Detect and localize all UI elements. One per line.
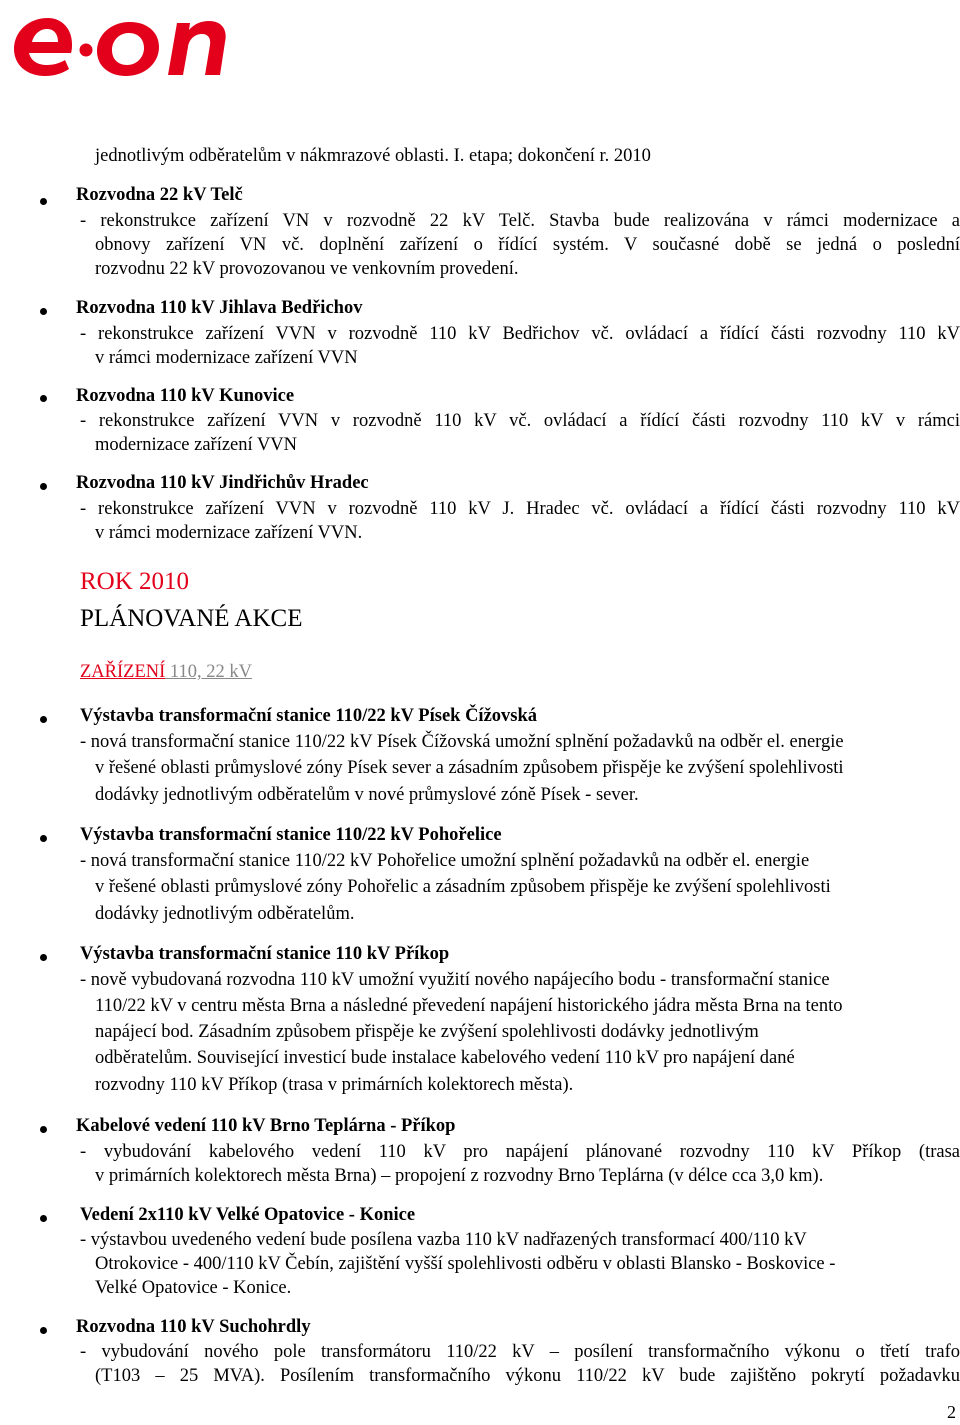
planned-title-prikop: Výstavba transformační stanice 110 kV Příkop bbox=[80, 944, 450, 964]
item-line: - nová transformační stanice 110/22 kV Pohořelice umožní splnění požadavků na odběr el. energie bbox=[80, 851, 810, 871]
item-line: - vybudování kabelového vedení 110 kV pro napájení plánované rozvodny 110 kV Příkop (trasa bbox=[80, 1142, 960, 1162]
section-year: ROK 2010 bbox=[80, 568, 190, 595]
bullet-icon bbox=[40, 483, 47, 490]
subheading-red: ZAŘÍZENÍ bbox=[80, 662, 166, 682]
item-line: modernizace zařízení VVN bbox=[95, 435, 298, 455]
item-line: Velké Opatovice - Konice. bbox=[95, 1278, 292, 1298]
planned-title-opatovice: Vedení 2x110 kV Velké Opatovice - Konice bbox=[80, 1205, 416, 1225]
item-line: v primárních kolektorech města Brna) – propojení z rozvodny Brno Teplárna (v délce cca 3,0 km). bbox=[95, 1166, 824, 1186]
subheading-rest: 110, 22 kV bbox=[165, 662, 252, 682]
item-title-jihlava: Rozvodna 110 kV Jihlava Bedřichov bbox=[76, 298, 363, 318]
item-line: - nově vybudovaná rozvodna 110 kV umožní využití nového napájecího bodu - transformační stanice bbox=[80, 970, 830, 990]
bullet-icon bbox=[40, 835, 47, 842]
page-number: 2 bbox=[947, 1402, 956, 1422]
item-line: Otrokovice - 400/110 kV Čebín, zajištění vyšší spolehlivosti odběru v oblasti Blansko - Boskovice - bbox=[95, 1254, 836, 1274]
item-line: obnovy zařízení VN vč. doplnění zařízení o řídící systém. V současné době se jedná o poslední bbox=[95, 235, 960, 255]
bullet-icon bbox=[40, 716, 47, 723]
item-line: - rekonstrukce zařízení VN v rozvodně 22 kV Telč. Stavba bude realizována v rámci modernizace a bbox=[80, 211, 960, 231]
eon-logo bbox=[8, 0, 226, 80]
bullet-icon bbox=[40, 198, 47, 205]
item-line: rozvodny 110 kV Příkop (trasa v primárních kolektorech města). bbox=[95, 1075, 574, 1095]
item-line: v rámci modernizace zařízení VVN. bbox=[95, 523, 363, 543]
item-line: - nová transformační stanice 110/22 kV Písek Čížovská umožní splnění požadavků na odběr el. energie bbox=[80, 732, 844, 752]
planned-title-pohorelice: Výstavba transformační stanice 110/22 kV Pohořelice bbox=[80, 825, 502, 845]
item-line: v řešené oblasti průmyslové zóny Pohořelic a zásadním způsobem přispěje ke zvýšení spolehlivosti bbox=[95, 877, 831, 897]
item-line: - vybudování nového pole transformátoru 110/22 kV – posílení transformačního výkonu o třetí trafo bbox=[80, 1342, 960, 1362]
bullet-icon bbox=[40, 308, 47, 315]
bullet-icon bbox=[40, 954, 47, 961]
intro-line: jednotlivým odběratelům v nákmrazové oblasti. I. etapa; dokončení r. 2010 bbox=[95, 146, 651, 166]
item-line: - výstavbou uvedeného vedení bude posílena vazba 110 kV nadřazených transformací 400/110 kV bbox=[80, 1230, 807, 1250]
item-title-jhradec: Rozvodna 110 kV Jindřichův Hradec bbox=[76, 473, 369, 493]
item-line: - rekonstrukce zařízení VVN v rozvodně 110 kV vč. ovládací a řídící části rozvodny 110 kV v rámci bbox=[80, 411, 960, 431]
section-subheading bbox=[80, 660, 252, 684]
bullet-icon bbox=[40, 1215, 47, 1222]
item-title-kunovice: Rozvodna 110 kV Kunovice bbox=[76, 386, 295, 406]
planned-title-pisek: Výstavba transformační stanice 110/22 kV Písek Čížovská bbox=[80, 706, 538, 726]
item-line: rozvodnu 22 kV provozovanou ve venkovním provedení. bbox=[95, 259, 519, 279]
item-line: dodávky jednotlivým odběratelům v nové průmyslové zóně Písek - sever. bbox=[95, 785, 639, 805]
item-line: odběratelům. Související investicí bude instalace kabelového vedení 110 kV pro napájení dané bbox=[95, 1048, 795, 1068]
bullet-icon bbox=[40, 1327, 47, 1334]
bullet-icon bbox=[40, 1126, 47, 1133]
item-line: (T103 – 25 MVA). Posílením transformačního výkonu 110/22 kV bude zajištěno pokrytí požadavku bbox=[95, 1366, 960, 1386]
item-line: v rámci modernizace zařízení VVN bbox=[95, 348, 358, 368]
item-line: dodávky jednotlivým odběratelům. bbox=[95, 904, 355, 924]
item-line: 110/22 kV v centru města Brna a následné převedení napájení historického jádra města Brna na tento bbox=[95, 996, 843, 1016]
planned-title-teplarna: Kabelové vedení 110 kV Brno Teplárna - Příkop bbox=[76, 1116, 456, 1136]
planned-title-suchohrdly: Rozvodna 110 kV Suchohrdly bbox=[76, 1317, 311, 1337]
item-line: - rekonstrukce zařízení VVN v rozvodně 110 kV J. Hradec vč. ovládací a řídící části rozvodny 110 kV bbox=[80, 499, 960, 519]
item-line: v řešené oblasti průmyslové zóny Písek sever a zásadním způsobem přispěje ke zvýšení spolehlivosti bbox=[95, 758, 844, 778]
item-line: - rekonstrukce zařízení VVN v rozvodně 110 kV Bedřichov vč. ovládací a řídící části rozvodny 110 kV bbox=[80, 324, 960, 344]
item-line: napájecí bod. Zásadním způsobem přispěje ke zvýšení spolehlivosti dodávky jednotlivým bbox=[95, 1022, 759, 1042]
item-title-telc: Rozvodna 22 kV Telč bbox=[76, 185, 243, 205]
section-heading: PLÁNOVANÉ AKCE bbox=[80, 605, 303, 632]
bullet-icon bbox=[40, 395, 47, 402]
